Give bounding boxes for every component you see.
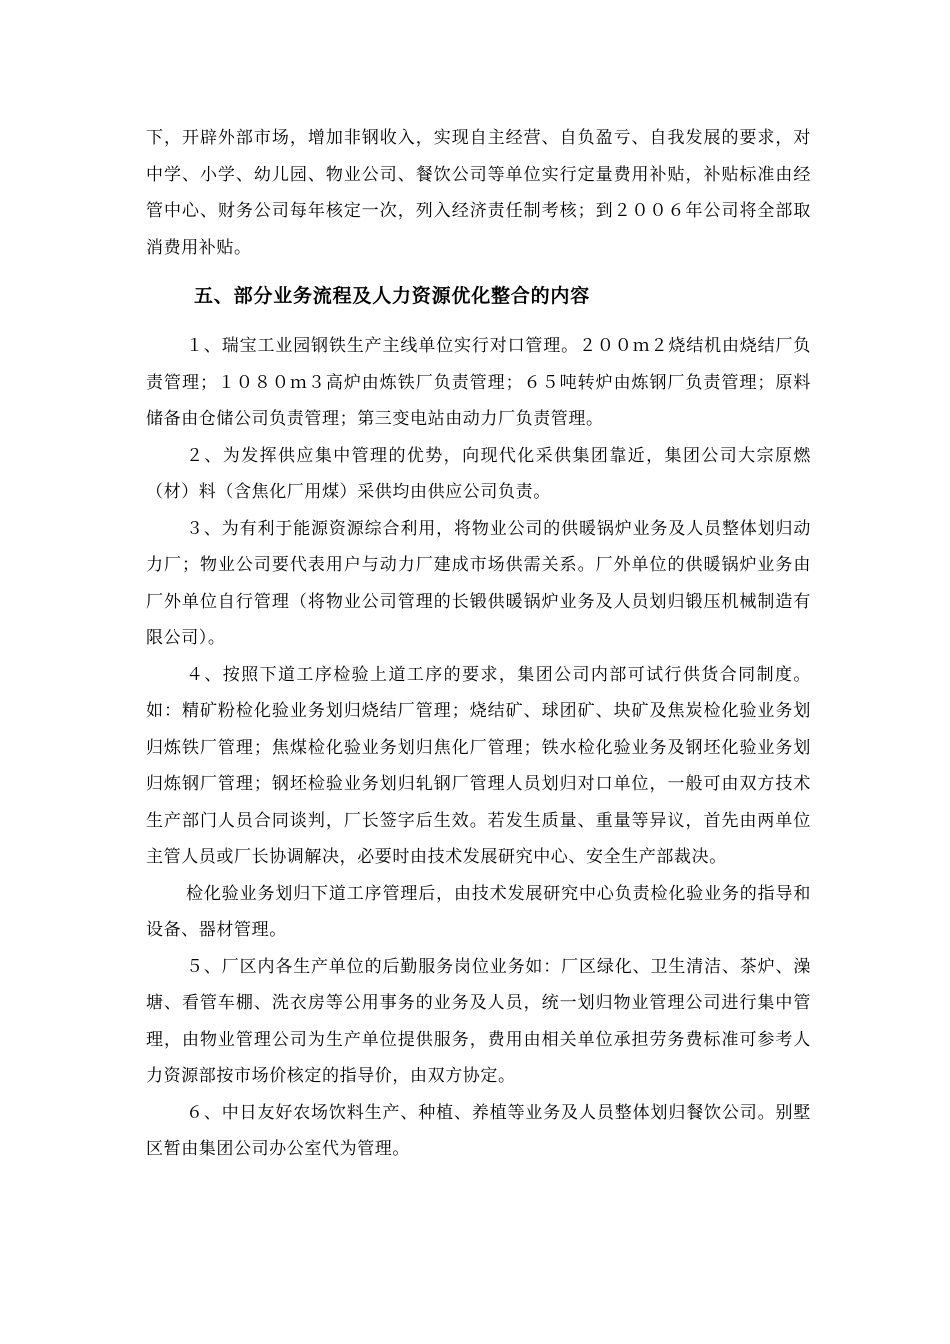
paragraph-item-4-note: 检化验业务划归下道工序管理后，由技术发展研究中心负责检化验业务的指导和设备、器材管理。 — [146, 883, 811, 940]
paragraph-item-5: ５、厂区内各生产单位的后勤服务岗位业务如：厂区绿化、卫生清洁、茶炉、澡塘、看管车棚、洗衣房等公用事务的业务及人员，统一划归物业管理公司进行集中管理，由物业管理公司为生产单位提供服务，费用由相关单位承担劳务费标准可参考人力资源部按市场价核定的指导价，由双方协定。 — [146, 956, 811, 1086]
paragraph-item-4: ４、按照下道工序检验上道工序的要求，集团公司内部可试行供货合同制度。如：精矿粉检化验业务划归烧结厂管理；烧结矿、球团矿、块矿及焦炭检化验业务划归炼铁厂管理；焦煤检化验业务划归焦化厂管理；铁水检化验业务及钢坯化验业务划归炼钢厂管理；钢坯检验业务划归轧钢厂管理人员划归对口单位，一般可由双方技术生产部门人员合同谈判，厂长签字后生效。若发生质量、重量等异议，首先由两单位主管人员或厂长协调解决，必要时由技术发展研究中心、安全生产部裁决。 — [146, 664, 811, 867]
document-body — [146, 120, 811, 1168]
paragraph-item-3: ３、为有利于能源资源综合利用，将物业公司的供暖锅炉业务及人员整体划归动力厂；物业公司要代表用户与动力厂建成市场供需关系。厂外单位的供暖锅炉业务由厂外单位自行管理（将物业公司管理的长锻供暖锅炉业务及人员划归锻压机械制造有限公司）。 — [146, 518, 811, 648]
paragraph-item-1: １、瑞宝工业园钢铁生产主线单位实行对口管理。２００ｍ２烧结机由烧结厂负责管理；１０８０ｍ３高炉由炼铁厂负责管理；６５吨转炉由炼钢厂负责管理；原料储备由仓储公司负责管理；第三变电站由动力厂负责管理。 — [146, 336, 811, 429]
section-heading: 五、部分业务流程及人力资源优化整合的内容 — [194, 285, 591, 307]
paragraph-item-2: ２、为发挥供应集中管理的优势，向现代化采供集团靠近，集团公司大宗原燃（材）料（含焦化厂用煤）采供均由供应公司负责。 — [146, 445, 811, 502]
paragraph-item-6: ６、中日友好农场饮料生产、种植、养植等业务及人员整体划归餐饮公司。别墅区暂由集团公司办公室代为管理。 — [146, 1102, 811, 1159]
intro-paragraph: 下，开辟外部市场，增加非钢收入，实现自主经营、自负盈亏、自我发展的要求，对中学、小学、幼儿园、物业公司、餐饮公司等单位实行定量费用补贴，补贴标准由经管中心、财务公司每年核定一次，列入经济责任制考核；到２００６年公司将全部取消费用补贴。 — [146, 128, 811, 258]
